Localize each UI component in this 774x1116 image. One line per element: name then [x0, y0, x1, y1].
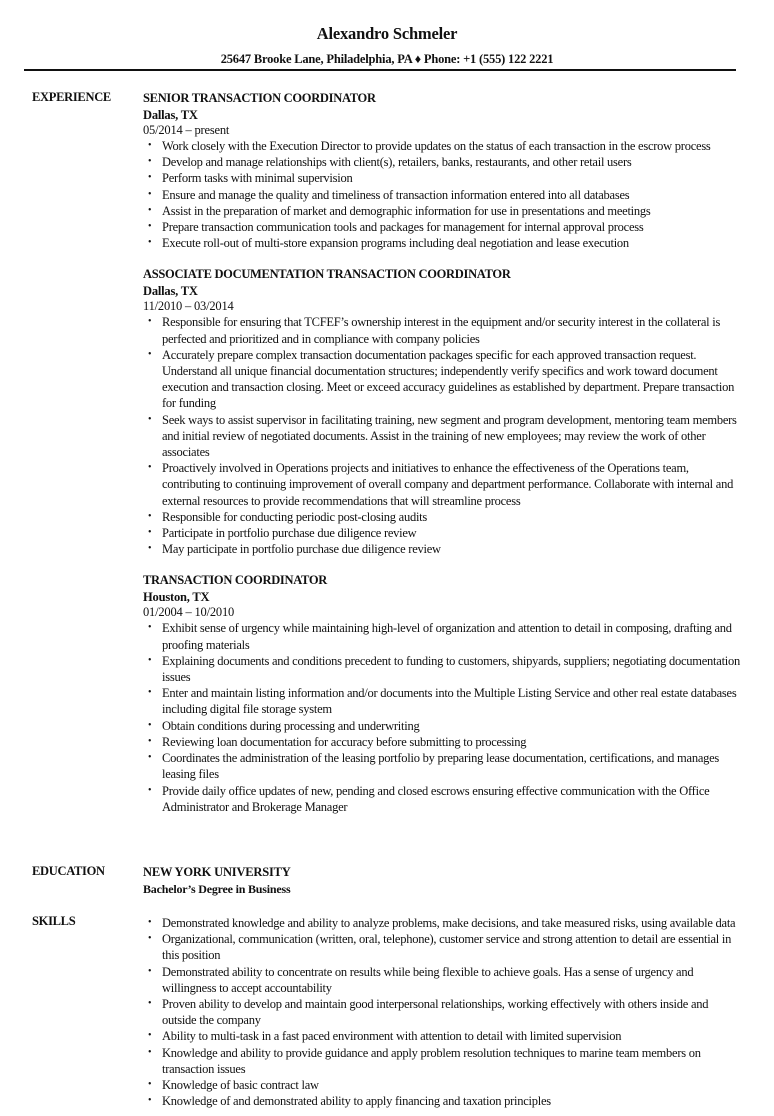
bullet-icon: •	[148, 933, 152, 945]
bullet-item	[143, 187, 743, 203]
bullet-item	[143, 154, 743, 170]
bullet-item	[143, 203, 743, 219]
bullet-item	[143, 1028, 743, 1044]
bullet-item	[143, 653, 743, 685]
header-divider	[24, 69, 736, 71]
bullet-icon: •	[148, 965, 152, 977]
bullet-icon: •	[148, 316, 152, 328]
bullet-item	[143, 170, 743, 186]
bullet-item	[143, 138, 743, 154]
bullet-text: Responsible for ensuring that TCFEF’s ownership interest in the equipment and/or security interest in the collateral is perfected and prioritized and in compliance with company policies	[162, 315, 721, 346]
bullet-item	[143, 347, 743, 412]
bullet-icon: •	[148, 784, 152, 796]
bullet-text: Proactively involved in Operations projects and initiatives to enhance the effectiveness of the Operations team, contributing to continuing improvement of overall company and department performance. Collaborate with internal and external resources to provide recommendations that will streamline process	[162, 461, 734, 508]
bullet-item	[143, 1045, 743, 1077]
bullet-text: Work closely with the Execution Director to provide updates on the status of each transaction in the escrow process	[162, 139, 711, 153]
job-dates: 05/2014 – present	[143, 123, 230, 137]
job-entry	[143, 90, 743, 251]
skills-bullets	[143, 915, 743, 1109]
bullet-text: Seek ways to assist supervisor in facilitating training, new segment and program development, mentoring team members and initial review of negotiated documents. Assist in the training of new employees; may review the work of other associates	[162, 412, 737, 460]
bullet-item	[143, 750, 743, 782]
bullet-item	[143, 1077, 743, 1093]
job-location: Dallas, TX	[143, 108, 198, 122]
bullet-text: Coordinates the administration of the leasing portfolio by preparing lease documentation, certifications, and manages leasing files	[162, 751, 720, 782]
bullet-text: Assist in the preparation of market and demographic information for use in presentations and meetings	[162, 203, 651, 218]
bullet-text: Knowledge of and demonstrated ability to apply financing and taxation principles	[162, 1094, 551, 1109]
bullet-text: Ensure and manage the quality and timeliness of transaction information entered into all databases	[162, 187, 630, 202]
bullet-icon: •	[148, 917, 152, 928]
bullet-item	[143, 541, 743, 557]
bullet-text: Participate in portfolio purchase due diligence review	[162, 526, 417, 541]
bullet-icon: •	[148, 510, 152, 522]
bullet-item	[143, 734, 743, 750]
bullet-item	[143, 509, 743, 525]
bullet-text: Explaining documents and conditions precedent to funding to customers, shipyards, suppliers; negotiating documentation issues	[162, 653, 741, 685]
job-bullets	[143, 620, 743, 814]
job-entry	[143, 572, 743, 814]
bullet-icon: •	[148, 622, 152, 634]
bullet-item	[143, 460, 743, 509]
bullet-item	[143, 931, 743, 963]
bullet-icon: •	[148, 1079, 152, 1091]
bullet-icon: •	[148, 527, 152, 539]
job-title: ASSOCIATE DOCUMENTATION TRANSACTION COORDINATOR	[143, 267, 511, 282]
bullet-icon: •	[148, 752, 152, 764]
bullet-text: Organizational, communication (written, oral, telephone), customer service and strong attention to detail are essential in this position	[162, 932, 732, 963]
bullet-text: Perform tasks with minimal supervision	[162, 171, 353, 186]
bullet-icon: •	[148, 735, 152, 747]
bullet-text: Accurately prepare complex transaction documentation packages specific for each approved transaction request. Understand all unique financial documentation structures; independently verify specifics and work toward document execution and transaction closing. Meet or exceed accuracy guidelines as established by department. Prepare transaction for funding	[162, 347, 735, 411]
bullet-item	[143, 915, 743, 931]
job-title: SENIOR TRANSACTION COORDINATOR	[143, 91, 376, 105]
education-school: NEW YORK UNIVERSITY	[143, 865, 291, 879]
bullet-text: Provide daily office updates of new, pending and closed escrows ensuring effective communication with the Office Administrator and Brokerage Manager	[162, 783, 710, 814]
contact-line: 25647 Brooke Lane, Philadelphia, PA ♦ Phone: +1 (555) 122 2221	[220, 52, 554, 66]
bullet-icon: •	[148, 654, 152, 666]
bullet-icon: •	[148, 156, 152, 168]
bullet-item	[143, 412, 743, 461]
job-location: Dallas, TX	[143, 284, 198, 299]
bullet-icon: •	[148, 188, 152, 200]
bullet-item	[143, 1093, 743, 1109]
bullet-icon: •	[148, 221, 152, 233]
section-label-experience: EXPERIENCE	[32, 90, 111, 104]
bullet-text: Obtain conditions during processing and underwriting	[162, 718, 420, 733]
bullet-text: Responsible for conducting periodic post-closing audits	[162, 509, 428, 524]
bullet-icon: •	[148, 1030, 152, 1042]
bullet-text: Exhibit sense of urgency while maintaining high-level of organization and attention to detail in composing, drafting and proofing materials	[162, 621, 732, 652]
bullet-item	[143, 996, 743, 1028]
bullet-text: Reviewing loan documentation for accuracy before submitting to processing	[162, 734, 527, 749]
bullet-text: May participate in portfolio purchase due diligence review	[162, 542, 441, 557]
job-bullets	[143, 314, 743, 557]
bullet-icon: •	[148, 1095, 152, 1107]
bullet-text: Proven ability to develop and maintain good interpersonal relationships, working effectively with others inside and outside the company	[162, 997, 709, 1028]
bullet-text: Demonstrated ability to concentrate on results while being flexible to achieve goals. Has a sense of urgency and willingness to accept accountability	[162, 964, 694, 995]
bullet-icon: •	[148, 543, 152, 555]
education-body	[143, 864, 743, 898]
skills-body	[143, 915, 743, 1109]
bullet-item	[143, 783, 743, 815]
job-location: Houston, TX	[143, 590, 210, 605]
bullet-text: Ability to multi-task in a fast paced environment with attention to detail with limited supervision	[162, 1029, 622, 1044]
job-entry	[143, 266, 743, 557]
bullet-text: Prepare transaction communication tools and packages for management for internal approval process	[162, 220, 644, 235]
bullet-icon: •	[148, 687, 152, 699]
bullet-icon: •	[148, 348, 152, 360]
bullet-icon: •	[148, 172, 152, 184]
job-dates: 01/2004 – 10/2010	[143, 605, 235, 620]
bullet-item	[143, 235, 743, 251]
bullet-text: Enter and maintain listing information and/or documents into the Multiple Listing Service and other real estate databases including digital file storage system	[162, 686, 737, 717]
bullet-text: Demonstrated knowledge and ability to analyze problems, make decisions, and take measured risks, using available data	[162, 916, 736, 930]
section-label-education: EDUCATION	[32, 864, 105, 878]
job-title: TRANSACTION COORDINATOR	[143, 573, 327, 588]
job-dates: 11/2010 – 03/2014	[143, 299, 234, 314]
education-degree: Bachelor’s Degree in Business	[143, 882, 291, 896]
bullet-item	[143, 718, 743, 734]
bullet-icon: •	[148, 140, 152, 151]
bullet-text: Execute roll-out of multi-store expansion programs including deal negotiation and lease execution	[162, 236, 629, 251]
bullet-icon: •	[148, 1046, 152, 1058]
bullet-icon: •	[148, 413, 152, 425]
bullet-icon: •	[148, 719, 152, 731]
job-bullets	[143, 138, 743, 251]
bullet-icon: •	[148, 462, 152, 474]
experience-body	[143, 90, 743, 830]
bullet-item	[143, 620, 743, 652]
bullet-item	[143, 219, 743, 235]
bullet-text: Develop and manage relationships with client(s), retailers, banks, restaurants, and other retail users	[162, 155, 632, 170]
bullet-text: Knowledge of basic contract law	[162, 1078, 319, 1093]
bullet-item	[143, 964, 743, 996]
bullet-icon: •	[148, 998, 152, 1010]
bullet-item	[143, 685, 743, 717]
bullet-item	[143, 525, 743, 541]
bullet-item	[143, 314, 743, 346]
bullet-icon: •	[148, 237, 152, 249]
bullet-text: Knowledge and ability to provide guidance and apply problem resolution techniques to marine team members on transaction issues	[162, 1045, 701, 1076]
bullet-icon: •	[148, 204, 152, 216]
section-label-skills: SKILLS	[32, 914, 76, 928]
candidate-name: Alexandro Schmeler	[316, 24, 458, 43]
